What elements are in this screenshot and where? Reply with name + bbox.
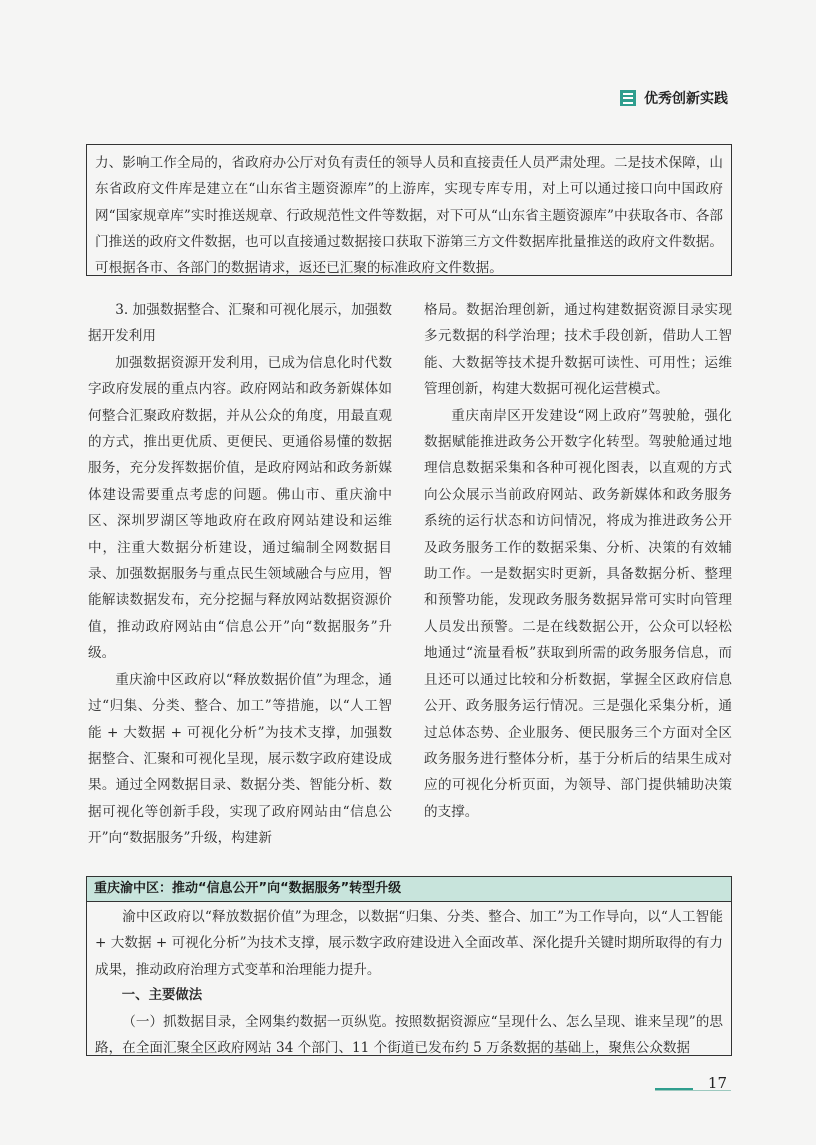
right-column — [424, 297, 732, 825]
case-subheading: 一、主要做法 — [121, 987, 203, 1003]
left-paragraph-1: 加强数据资源开发利用，已成为信息化时代数字政府发展的重点内容。政府网站和政务新媒体如何整合汇聚政府数据，并从公众的角度，用最直观的方式，推出更优质、更便民、更通俗易懂的数据服务，充分发挥数据价值，是政府网站和政务新媒体建设需要重点考虑的问题。佛山市、重庆渝中区、深圳罗湖区等地政府在政府网站建设和运维中，注重大数据分析建设，通过编制全网数据目录、加强数据服务与重点民生领域融合与应用，智能解读数据发布，充分挖掘与释放网站数据资源价值，推动政府网站由“信息公开”向“数据服务”升级。 — [88, 354, 392, 662]
list-icon — [620, 90, 636, 106]
case-item: （一）抓数据目录，全网集约数据一页纵览。按照数据资源应“呈现什么、怎么呈现、谁来呈现”的思路，在全面汇聚全区政府网站 34 个部门、11 个街道已发布约 5 万条数据的基础上，聚焦公众数据 — [95, 1014, 723, 1057]
top-boxed-text — [86, 144, 732, 276]
left-column — [88, 297, 392, 852]
section-title: 优秀创新实践 — [644, 91, 728, 107]
right-paragraph-2: 重庆南岸区开发建设“网上政府”驾驶舱，强化数据赋能推进政务公开数字化转型。驾驶舱通过地理信息数据采集和各种可视化图表，以直观的方式向公众展示当前政府网站、政务新媒体和政务服务系统的运行状态和访问情况，将成为推进政务公开及政务服务工作的数据采集、分析、决策的有效辅助工作。一是数据实时更新，具备数据分析、整理和预警功能，发现政务服务数据异常可实时向管理人员发出预警。二是在线数据公开，公众可以轻松地通过“流量看板”获取到所需的政务服务信息，而且还可以通过比较和分析数据，掌握全区政府信息公开、政务服务运行情况。三是强化采集分析，通过总体态势、企业服务、便民服务三个方面对全区政务服务进行整体分析，基于分析后的结果生成对应的可视化分析页面，为领导、部门提供辅助决策的支撑。 — [424, 407, 732, 820]
page-number: 17 — [707, 1074, 727, 1092]
right-paragraph-1: 格局。数据治理创新，通过构建数据资源目录实现多元数据的科学治理；技术手段创新，借助人工智能、大数据等技术提升数据可读性、可用性；运维管理创新，构建大数据可视化运营模式。 — [424, 302, 732, 398]
case-body — [87, 902, 731, 1062]
top-box-paragraph: 力、影响工作全局的，省政府办公厅对负有责任的领导人员和直接责任人员严肃处理。二是技术保障，山东省政府文件库是建立在“山东省主题资源库”的上游库，实现专库专用，对上可以通过接口向中国政府网“国家规章库”实时推送规章、行政规范性文件等数据，对下可从“山东省主题资源库”中获取各市、各部门推送的政府文件数据，也可以直接通过数据接口获取下游第三方文件数据库批量推送的政府文件数据。可根据各市、各部门的数据请求，返还已汇聚的标准政府文件数据。 — [95, 155, 723, 277]
left-subheading: 3. 加强数据整合、汇聚和可视化展示，加强数据开发利用 — [88, 302, 392, 345]
section-header — [620, 88, 728, 108]
case-intro: 渝中区政府以“释放数据价值”为理念，以数据“归集、分类、整合、加工”为工作导向，以“人工智能 + 大数据 + 可视化分析”为技术支撑，展示数字政府建设进入全面改革、深化提升关键时期所取得的有力成果，推动政府治理方式变革和治理能力提升。 — [95, 909, 723, 978]
case-box — [86, 876, 732, 1056]
left-paragraph-2: 重庆渝中区政府以“释放数据价值”为理念，通过“归集、分类、整合、加工”等措施，以“人工智能 + 大数据 + 可视化分析”为技术支撑，加强数据整合、汇聚和可视化呈现，展示数字政府建设成果。通过全网数据目录、数据分类、智能分析、数据可视化等创新手段，实现了政府网站由“信息公开”向“数据服务”升级，构建新 — [88, 671, 392, 847]
page-footer — [655, 1074, 731, 1092]
case-title: 重庆渝中区：推动“信息公开”向“数据服务”转型升级 — [87, 877, 731, 902]
